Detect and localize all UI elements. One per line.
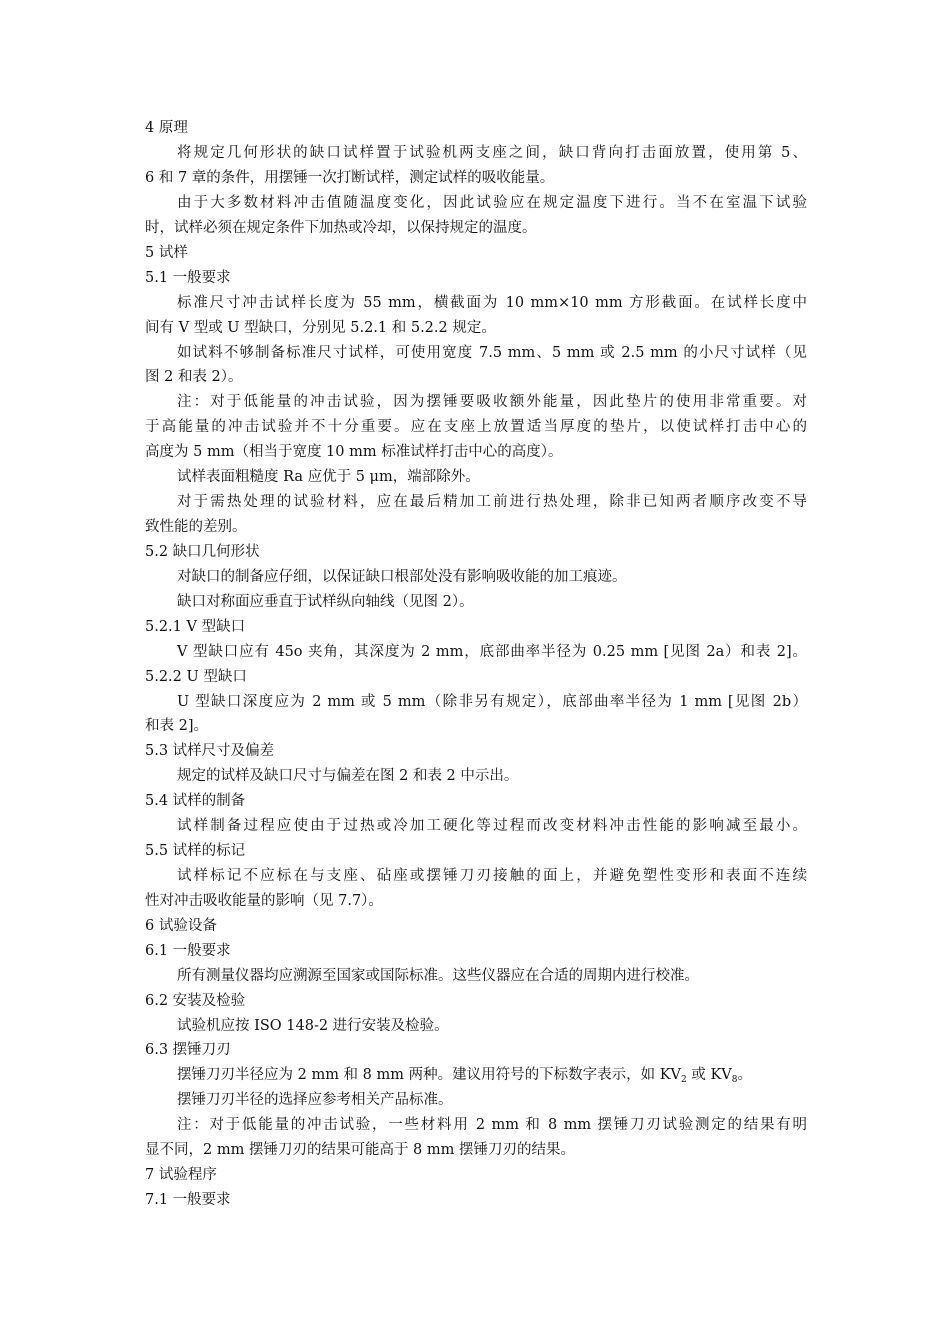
section-5-1-paragraph-4-line-1: 对于需热处理的试验材料，应在最后精加工前进行热处理，除非已知两者顺序改变不导	[177, 494, 807, 510]
section-5-2-2-paragraph-line-1: U 型缺口深度应为 2 mm 或 5 mm（除非另有规定），底部曲率半径为 1 mm [见图 2b）	[177, 694, 807, 710]
section-5-1-note-line-2: 于高能量的冲击试验并不十分重要。应在支座上放置适当厚度的垫片，以使试样打击中心的	[145, 419, 807, 435]
section-6-3-note-line-1: 注：对于低能量的冲击试验，一些材料用 2 mm 和 8 mm 摆锤刀刃试验测定的结果有明	[177, 1117, 807, 1133]
section-5-2-1-heading: 5.2.1 V 型缺口	[145, 619, 246, 635]
section-6-2-paragraph: 试验机应按 ISO 148-2 进行安装及检验。	[177, 1018, 449, 1034]
section-6-3-paragraph-1-text-a: 摆锤刀刃半径应为 2 mm 和 8 mm 两种。建议用符号的下标数字表示，如 KV	[177, 1067, 682, 1083]
section-6-2-heading: 6.2 安装及检验	[145, 993, 246, 1009]
section-4-paragraph-2-line-2: 时，试样必须在规定条件下加热或冷却，以保持规定的温度。	[145, 220, 537, 236]
section-4-paragraph-2-line-1: 由于大多数材料冲击值随温度变化，因此试验应在规定温度下进行。当不在室温下试验	[177, 195, 807, 211]
section-5-1-paragraph-1-line-1: 标准尺寸冲击试样长度为 55 mm，横截面为 10 mm×10 mm 方形截面。在试样长度中	[177, 295, 807, 311]
section-5-4-heading: 5.4 试样的制备	[145, 793, 246, 809]
section-5-1-paragraph-2-line-2: 图 2 和表 2）。	[145, 369, 243, 385]
section-5-1-paragraph-3: 试样表面粗糙度 Ra 应优于 5 μm，端部除外。	[177, 469, 480, 485]
section-7-1-heading: 7.1 一般要求	[145, 1192, 231, 1208]
section-6-3-paragraph-2: 摆锤刀刃半径的选择应参考相关产品标准。	[177, 1092, 453, 1108]
section-5-2-paragraph-2: 缺口对称面应垂直于试样纵向轴线（见图 2）。	[177, 594, 474, 610]
section-5-2-heading: 5.2 缺口几何形状	[145, 544, 260, 560]
section-6-1-heading: 6.1 一般要求	[145, 943, 231, 959]
section-5-5-paragraph-line-1: 试样标记不应标在与支座、砧座或摆锤刀刃接触的面上，并避免塑性变形和表面不连续	[177, 868, 807, 884]
section-4-paragraph-1-line-1: 将规定几何形状的缺口试样置于试验机两支座之间，缺口背向打击面放置，使用第 5、	[177, 145, 807, 161]
section-5-2-paragraph-1: 对缺口的制备应仔细，以保证缺口根部处没有影响吸收能的加工痕迹。	[177, 569, 627, 585]
section-5-2-1-paragraph: V 型缺口应有 45o 夹角，其深度为 2 mm，底部曲率半径为 0.25 mm [见图 2a）和表 2]。	[177, 644, 807, 660]
section-5-5-heading: 5.5 试样的标记	[145, 843, 246, 859]
kv-subscript-2: 2	[681, 1075, 687, 1085]
section-6-3-paragraph-1-text-c: 。	[737, 1067, 753, 1083]
section-6-3-heading: 6.3 摆锤刀刃	[145, 1042, 231, 1058]
section-5-heading: 5 试样	[145, 245, 188, 261]
section-5-2-2-heading: 5.2.2 U 型缺口	[145, 669, 247, 685]
section-5-1-paragraph-1-line-2: 间有 V 型或 U 型缺口，分别见 5.2.1 和 5.2.2 规定。	[145, 320, 496, 336]
section-4-paragraph-1-line-2: 6 和 7 章的条件，用摆锤一次打断试样，测定试样的吸收能量。	[145, 170, 555, 186]
section-4-heading: 4 原理	[145, 120, 188, 136]
section-6-1-paragraph: 所有测量仪器均应溯源至国家或国际标准。这些仪器应在合适的周期内进行校准。	[177, 968, 699, 984]
section-5-1-paragraph-2-line-1: 如试料不够制备标准尺寸试样，可使用宽度 7.5 mm、5 mm 或 2.5 mm 的小尺寸试样（见	[177, 345, 807, 361]
section-5-1-note-line-3: 高度为 5 mm（相当于宽度 10 mm 标准试样打击中心的高度）。	[145, 444, 563, 460]
section-6-heading: 6 试验设备	[145, 918, 217, 934]
section-5-1-note-line-1: 注：对于低能量的冲击试验，因为摆锤要吸收额外能量，因此垫片的使用非常重要。对	[177, 394, 807, 410]
section-6-3-paragraph-1-text-b: 或 KV	[686, 1067, 732, 1083]
section-5-2-2-paragraph-line-2: 和表 2]。	[145, 718, 208, 734]
section-5-4-paragraph: 试样制备过程应使由于过热或冷加工硬化等过程而改变材料冲击性能的影响减至最小。	[177, 818, 807, 834]
section-5-3-heading: 5.3 试样尺寸及偏差	[145, 743, 275, 759]
section-7-heading: 7 试验程序	[145, 1167, 217, 1183]
section-5-1-paragraph-4-line-2: 致性能的差别。	[145, 519, 247, 535]
section-5-3-paragraph: 规定的试样及缺口尺寸与偏差在图 2 和表 2 中示出。	[177, 768, 519, 784]
kv-subscript-8: 8	[731, 1075, 738, 1085]
section-5-5-paragraph-line-2: 性对冲击吸收能量的影响（见 7.7）。	[145, 893, 383, 909]
section-5-1-heading: 5.1 一般要求	[145, 270, 231, 286]
section-6-3-paragraph-1	[177, 1065, 752, 1085]
section-6-3-note-line-2: 显不同，2 mm 摆锤刀刃的结果可能高于 8 mm 摆锤刀刃的结果。	[145, 1142, 575, 1158]
